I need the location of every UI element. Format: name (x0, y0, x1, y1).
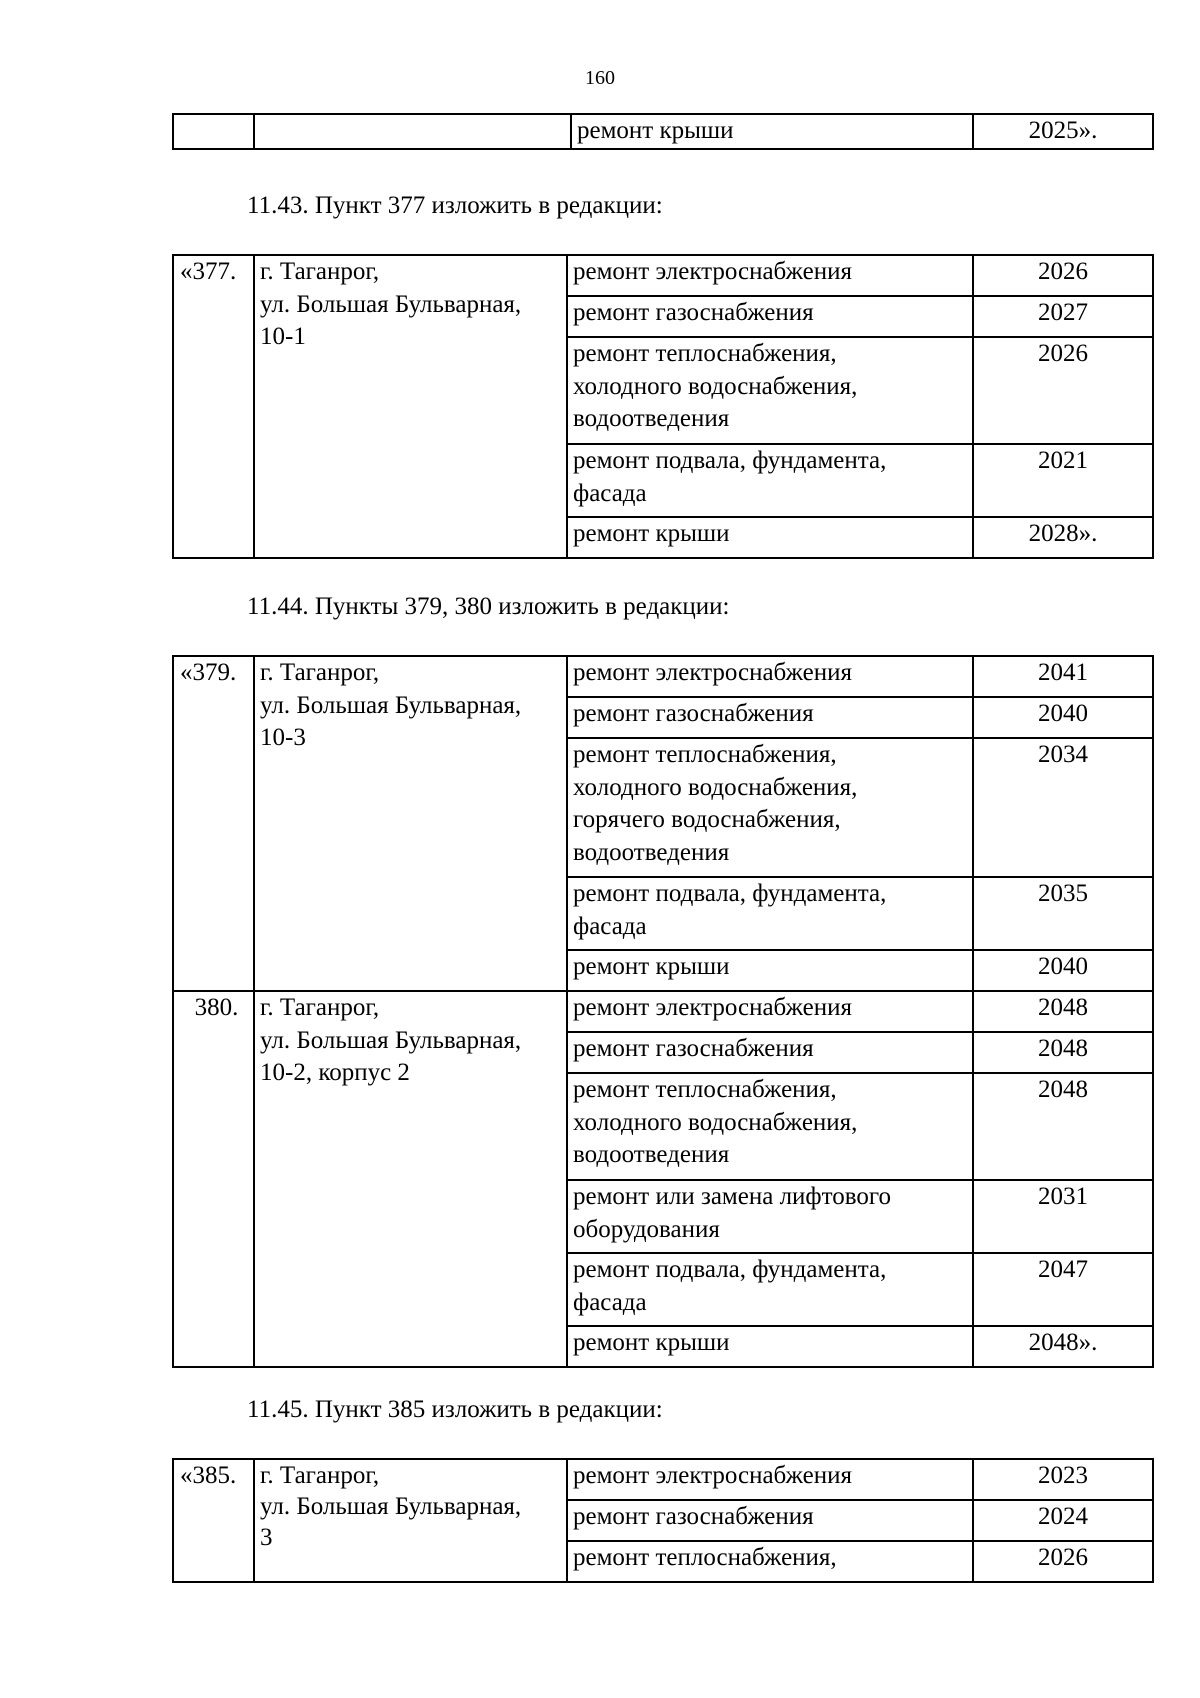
work-cell (567, 296, 973, 337)
work-line: водоотведения (573, 838, 730, 866)
work-line: ремонт крыши (573, 953, 730, 980)
work-line: ремонт теплоснабжения, (573, 1544, 837, 1571)
work-line: фасада (573, 1288, 647, 1316)
work-cell (567, 444, 973, 517)
work-line: ремонт теплоснабжения, (573, 1076, 837, 1103)
work-line: ремонт подвала, фундамента, (573, 1256, 887, 1283)
work-cell (567, 991, 973, 1032)
table-row (173, 1459, 1153, 1500)
work-line: ремонт теплоснабжения, (573, 340, 837, 367)
amendment-table (172, 254, 1154, 559)
work-cell (567, 1253, 973, 1326)
address-cell (254, 1459, 567, 1582)
work-line: ремонт электроснабжения (573, 258, 852, 285)
work-cell (567, 950, 973, 991)
year-cell: 2027 (973, 296, 1153, 337)
address-cell (254, 114, 571, 149)
work-cell (567, 337, 973, 444)
work-cell (567, 738, 973, 877)
work-line: ремонт теплоснабжения, (573, 741, 837, 768)
work-line: водоотведения (573, 1141, 730, 1168)
work-line: оборудования (573, 1215, 720, 1243)
year-cell: 2048 (973, 991, 1153, 1032)
year-cell: 2021 (973, 444, 1153, 517)
work-line: ремонт крыши (573, 1329, 730, 1356)
year-cell: 2041 (973, 656, 1153, 697)
address-line: ул. Большая Бульварная, (260, 290, 522, 318)
work-cell (567, 1500, 973, 1541)
work-cell (567, 1032, 973, 1073)
year-cell: 2047 (973, 1253, 1153, 1326)
table-row (173, 991, 1153, 1032)
work-line: ремонт электроснабжения (573, 994, 852, 1021)
work-line: ремонт подвала, фундамента, (573, 447, 887, 474)
page-number: 160 (585, 67, 615, 89)
work-line: ремонт крыши (573, 520, 730, 547)
address-line: ул. Большая Бульварная, (260, 1493, 522, 1520)
work-line: холодного водоснабжения, (573, 1108, 858, 1136)
work-cell (567, 1180, 973, 1253)
table-row (173, 114, 1153, 149)
address-line: ул. Большая Бульварная, (260, 1026, 522, 1054)
work-cell (567, 1326, 973, 1367)
table-row (173, 656, 1153, 697)
address-line: г. Таганрог, (260, 659, 380, 686)
section-heading: 11.45. Пункт 385 изложить в редакции: (247, 1396, 663, 1423)
address-line: 10-1 (260, 323, 306, 350)
year-cell: 2026 (973, 337, 1153, 444)
work-line: ремонт газоснабжения (573, 1503, 814, 1530)
work-line: фасада (573, 912, 647, 940)
work-line: горячего водоснабжения, (573, 806, 841, 833)
year-cell: 2025». (973, 114, 1153, 149)
work-line: ремонт газоснабжения (573, 299, 814, 326)
year-cell: 2026 (973, 1541, 1153, 1582)
item-number: 380. (173, 991, 254, 1367)
work-cell (567, 255, 973, 296)
address-cell (254, 255, 567, 558)
work-cell: ремонт крыши (571, 114, 973, 149)
work-cell (567, 1073, 973, 1180)
work-cell (567, 1541, 973, 1582)
amendment-table (172, 655, 1154, 1368)
address-line: 10-3 (260, 724, 306, 751)
year-cell: 2023 (973, 1459, 1153, 1500)
item-number: «377. (173, 255, 254, 558)
work-cell (567, 1459, 973, 1500)
year-cell: 2035 (973, 877, 1153, 950)
work-line: ремонт газоснабжения (573, 1035, 814, 1062)
work-line: ремонт газоснабжения (573, 700, 814, 727)
work-line: ремонт электроснабжения (573, 1462, 852, 1489)
address-line: г. Таганрог, (260, 258, 380, 285)
year-cell: 2040 (973, 697, 1153, 738)
address-cell (254, 656, 567, 991)
amendment-table (172, 1458, 1154, 1583)
work-cell (567, 697, 973, 738)
address-line: 3 (260, 1524, 273, 1551)
work-line: холодного водоснабжения, (573, 773, 858, 801)
address-cell (254, 991, 567, 1367)
year-cell: 2028». (973, 517, 1153, 558)
address-line: ул. Большая Бульварная, (260, 691, 522, 719)
year-cell: 2048 (973, 1073, 1153, 1180)
address-line: г. Таганрог, (260, 994, 380, 1021)
work-line: холодного водоснабжения, (573, 372, 858, 400)
section-heading: 11.44. Пункты 379, 380 изложить в редакции: (247, 593, 730, 620)
work-line: ремонт или замена лифтового (573, 1183, 891, 1210)
year-cell: 2034 (973, 738, 1153, 877)
address-line: г. Таганрог, (260, 1462, 380, 1489)
work-line: водоотведения (573, 405, 730, 432)
year-cell: 2040 (973, 950, 1153, 991)
section-heading: 11.43. Пункт 377 изложить в редакции: (247, 192, 663, 219)
item-number (173, 114, 254, 149)
work-cell (567, 656, 973, 697)
item-number: «379. (173, 656, 254, 991)
continuation-table (172, 113, 1154, 150)
year-cell: 2048». (973, 1326, 1153, 1367)
year-cell: 2031 (973, 1180, 1153, 1253)
work-line: фасада (573, 479, 647, 507)
year-cell: 2048 (973, 1032, 1153, 1073)
work-line: ремонт подвала, фундамента, (573, 880, 887, 907)
year-cell: 2026 (973, 255, 1153, 296)
work-cell (567, 877, 973, 950)
work-cell (567, 517, 973, 558)
year-cell: 2024 (973, 1500, 1153, 1541)
address-line: 10-2, корпус 2 (260, 1059, 410, 1086)
work-line: ремонт электроснабжения (573, 659, 852, 686)
table-row (173, 255, 1153, 296)
item-number: «385. (173, 1459, 254, 1582)
